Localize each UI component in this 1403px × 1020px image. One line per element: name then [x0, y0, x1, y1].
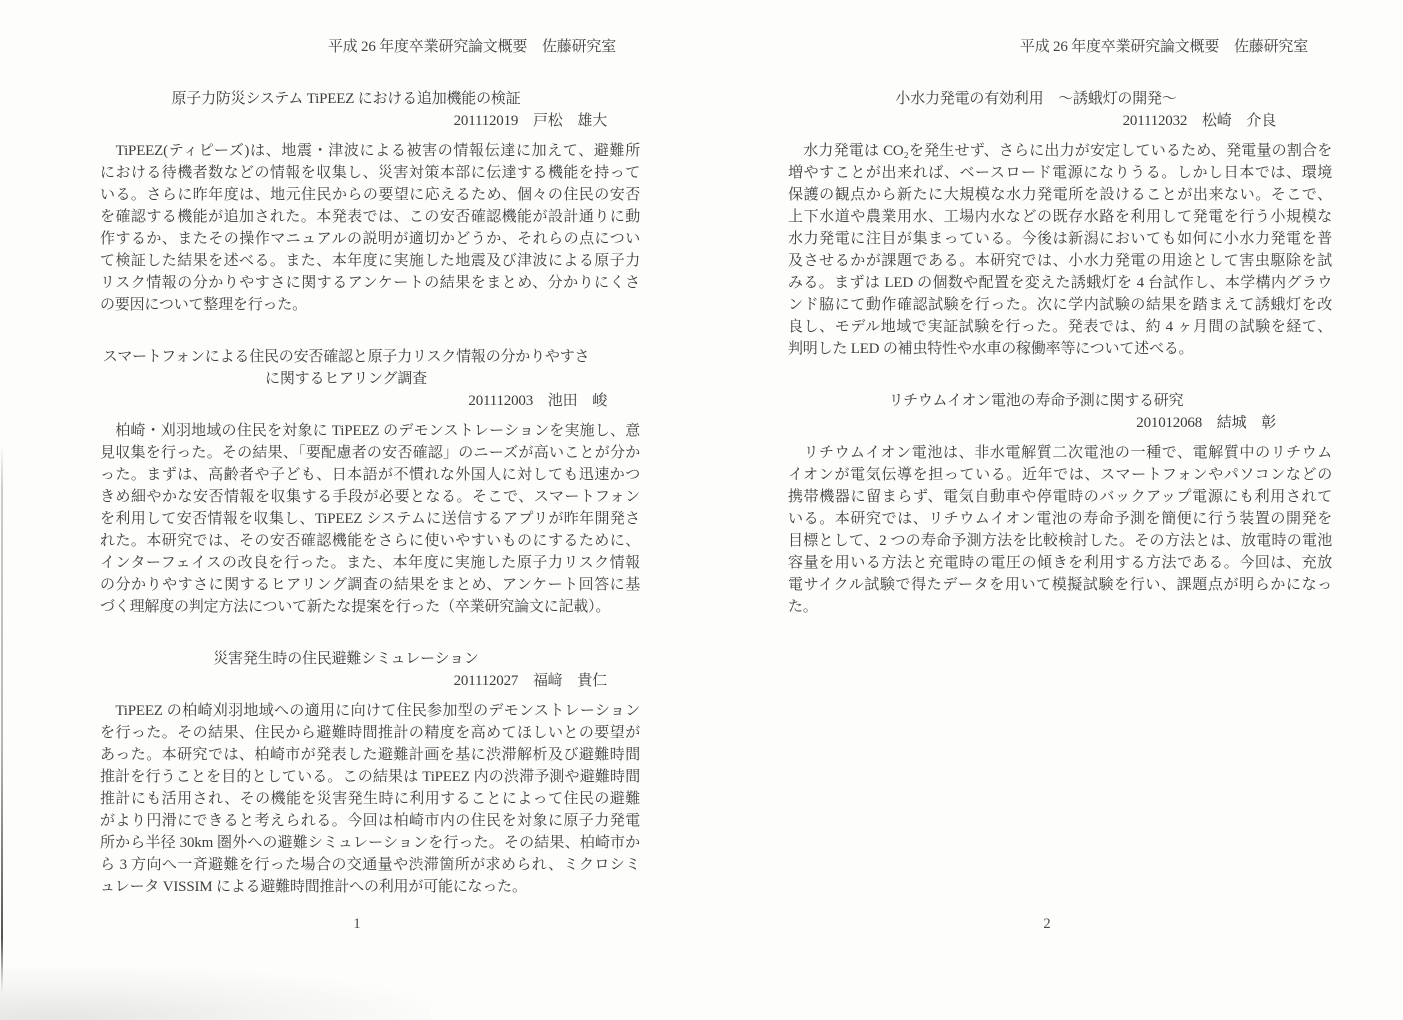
- page-number: 1: [353, 916, 361, 932]
- body-line: を確認する機能が追加された。本発表では、この安否確認機能が設計通りに動: [100, 209, 640, 225]
- body-line: ら 3 方向へ一斉避難を行った場合の交通量や渋滞箇所が求められ、ミクロシミ: [100, 857, 640, 873]
- article-body: [100, 140, 640, 316]
- body-line: れた。本研究では、その安否確認機能をさらに使いやすいものにするために、: [100, 533, 640, 549]
- body-line: 及させるかが課題である。本研究では、小水力発電の用途として害虫駆除を試: [788, 253, 1332, 269]
- body-line: リスク情報の分かりやすさに関するアンケートの結果をまとめ、分かりにくさ: [100, 275, 640, 291]
- body-line: リチウムイオン電池は、非水電解質二次電池の一種で、電解質中のリチウム: [788, 445, 1332, 461]
- page-number: 2: [1043, 916, 1051, 932]
- page-2: [788, 36, 1332, 984]
- body-line: を行った。その結果、住民から避難時間推計の精度を高めてほしいとの要望が: [100, 725, 640, 741]
- body-line: った。まずは、高齢者や子ども、日本語が不慣れな外国人に対しても迅速かつ: [100, 467, 640, 483]
- body-line: 水力発電は CO₂を発生せず、さらに出力が安定しているため、発電量の割合を: [788, 143, 1332, 159]
- body-line: 目標として、2 つの寿命予測方法を比較検討した。その方法とは、放電時の電池: [788, 533, 1332, 549]
- article-author: 201112019 戸松 雄大: [453, 113, 607, 129]
- article-title: [100, 346, 640, 390]
- article-title-line: 原子力防災システム TiPEEZ における追加機能の検証: [171, 91, 521, 107]
- body-line: 良し、モデル地域で実証試験を行った。発表では、約 4 ヶ月間の試験を経て、: [788, 319, 1332, 335]
- article-title: [100, 648, 640, 670]
- article-title-line: 災害発生時の住民避難シミュレーション: [213, 651, 479, 667]
- body-line: づく理解度の判定方法について新たな提案を行った（卒業研究論文に記載）。: [100, 599, 611, 615]
- body-line: 上下水道や農業用水、工場内水などの既存水路を利用して発電を行う小規模な: [788, 209, 1332, 225]
- article-body: [100, 700, 640, 898]
- article-author: 201012068 結城 彰: [1136, 415, 1276, 431]
- article-tipeez-added-functions: [100, 88, 640, 316]
- page-1: [100, 36, 640, 984]
- article-author: 201112003 池田 峻: [468, 393, 607, 409]
- body-line: 水力発電に注目が集まっている。今後は新潟においても如何に小水力発電を普: [788, 231, 1332, 247]
- article-title-line: スマートフォンによる住民の安否確認と原子力リスク情報の分かりやすさ: [102, 349, 590, 365]
- article-body: [100, 420, 640, 618]
- page-header: 平成 26 年度卒業研究論文概要 佐藤研究室: [1019, 39, 1308, 55]
- article-title-line: 小水力発電の有効利用 ～誘蛾灯の開発～: [895, 91, 1177, 107]
- body-line: 保護の観点から新たに大規模な水力発電所を設けることが出来ない。そこで、: [788, 187, 1332, 203]
- body-line: 推計を行うことを目的としている。この結果は TiPEEZ 内の渋滞予測や避難時間: [100, 769, 640, 785]
- article-evacuation-simulation: [100, 648, 640, 898]
- article-title: [788, 390, 1332, 412]
- scan-edge-artifact: [1, 445, 3, 993]
- body-line: がより円滑にできると考えられる。今回は柏崎市内の住民を対象に原子力発電: [100, 813, 640, 829]
- body-line: における待機者数などの情報を収集し、災害対策本部に伝達する機能を持って: [100, 165, 640, 181]
- article-title-line: リチウムイオン電池の寿命予測に関する研究: [888, 393, 1184, 409]
- body-line: 作するか、またその操作マニュアルの説明が適切かどうか、それらの点につい: [100, 231, 640, 247]
- body-line: イオンが電気伝導を担っている。近年では、スマートフォンやパソコンなどの: [788, 467, 1332, 483]
- body-line: を利用して安否情報を収集し、TiPEEZ システムに送信するアプリが昨年開発さ: [100, 511, 640, 527]
- page-header: 平成 26 年度卒業研究論文概要 佐藤研究室: [327, 39, 616, 55]
- body-line: 増やすことが出来れば、ベースロード電源になりうる。しかし日本では、環境: [788, 165, 1332, 181]
- body-line: 所から半径 30km 圏外への避難シミュレーションを行った。その結果、柏崎市か: [100, 835, 640, 851]
- article-title-line: に関するヒアリング調査: [265, 371, 427, 387]
- body-line: 携帯機器に留まらず、電気自動車や停電時のバックアップ電源にも利用されて: [788, 489, 1332, 505]
- article-body: [788, 442, 1332, 618]
- body-line: TiPEEZ(ティピーズ)は、地震・津波による被害の情報伝達に加えて、避難所: [100, 143, 640, 159]
- body-line: 柏崎・刈羽地域の住民を対象に TiPEEZ のデモンストレーションを実施し、意: [100, 423, 640, 439]
- body-line: きめ細やかな安否情報を収集する手段が必要となる。そこで、スマートフォン: [100, 489, 640, 505]
- body-line: 判明した LED の補虫特性や水車の稼働率等について述べる。: [788, 341, 1194, 357]
- article-author: 201112032 松崎 介良: [1122, 113, 1276, 129]
- article-lithium-ion-battery-life: [788, 390, 1332, 618]
- body-line: の要因について整理を行った。: [100, 297, 307, 313]
- body-line: た。: [788, 599, 818, 615]
- body-line: て検証した結果を述べる。また、本年度に実施した地震及び津波による原子力: [100, 253, 640, 269]
- article-small-hydro-moth-lamp: [788, 88, 1332, 360]
- article-author: 201112027 福﨑 貴仁: [453, 673, 607, 689]
- body-line: インターフェイスの改良を行った。また、本年度に実施した原子力リスク情報: [100, 555, 640, 571]
- body-line: 推計にも活用され、その機能を災害発生時に利用することによって住民の避難: [100, 791, 640, 807]
- body-line: TiPEEZ の柏崎刈羽地域への適用に向けて住民参加型のデモンストレーション: [100, 703, 640, 719]
- body-line: みる。まずは LED の個数や配置を変えた誘蛾灯を 4 台試作し、本学構内グラウ: [788, 275, 1332, 291]
- body-line: 見収集を行った。その結果、「要配慮者の安否確認」のニーズが高いことが分か: [100, 445, 640, 461]
- body-line: あった。本研究では、柏崎市が発表した避難計画を基に渋滞解析及び避難時間: [100, 747, 640, 763]
- body-line: いる。本研究では、リチウムイオン電池の寿命予測を簡便に行う装置の開発を: [788, 511, 1332, 527]
- body-line: 容量を用いる方法と充電時の電圧の傾きを利用する方法である。今回は、充放: [788, 555, 1332, 571]
- body-line: いる。さらに昨年度は、地元住民からの要望に応えるため、個々の住民の安否: [100, 187, 640, 203]
- article-title: [788, 88, 1332, 110]
- body-line: の分かりやすさに関するヒアリング調査の結果をまとめ、アンケート回答に基: [100, 577, 640, 593]
- body-line: ュレータ VISSIM による避難時間推計への利用が可能になった。: [100, 879, 527, 895]
- body-line: ンド脇にて動作確認試験を行った。次に学内試験の結果を踏まえて誘蛾灯を改: [788, 297, 1332, 313]
- scan-shadow-artifact: [0, 968, 430, 1020]
- body-line: 電サイクル試験で得たデータを用いて模擬試験を行い、課題点が明らかになっ: [788, 577, 1332, 593]
- article-body: [788, 140, 1332, 360]
- article-title: [100, 88, 640, 110]
- article-smartphone-hearing-survey: [100, 346, 640, 618]
